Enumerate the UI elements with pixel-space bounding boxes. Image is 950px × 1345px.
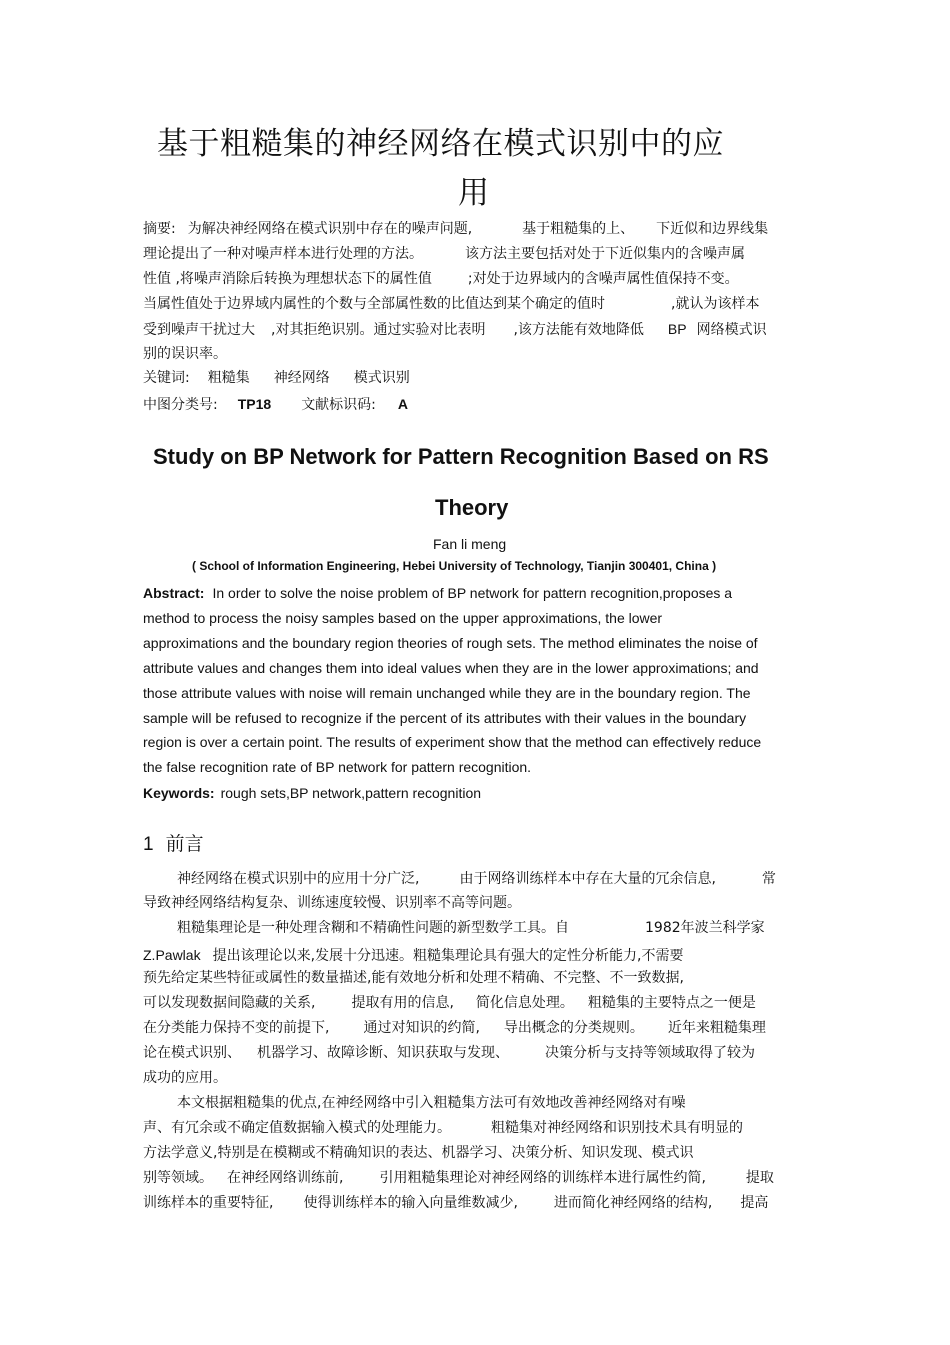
abstract-zh-line: 理论提出了一种对噪声样本进行处理的方法。 该方法主要包括对处于下近似集内的含噪声属 <box>143 246 745 262</box>
section-line: 别等领域。 在神经网络训练前, 引用粗糙集理论对神经网络的训练样本进行属性约简, 提取 <box>143 1170 774 1186</box>
section-line: 成功的应用。 <box>143 1070 227 1086</box>
abstract-en-line: the false recognition rate of BP network for pattern recognition. <box>143 759 532 775</box>
abstract-zh-line: 性值 ,将噪声消除后转换为理想状态下的属性值 ;对处于边界域内的含噪声属性值保持不变。 <box>143 271 739 287</box>
section-line: 在分类能力保持不变的前提下, 通过对知识的约简, 导出概念的分类规则。 近年来粗糙集理 <box>143 1020 766 1036</box>
abstract-zh-line: 别的误识率。 <box>143 346 227 362</box>
section-line: Z.Pawlak 提出该理论以来,发展十分迅速。粗糙集理论具有强大的定性分析能力,不需要 <box>143 947 684 964</box>
keywords-en <box>143 785 481 801</box>
class-label: 中图分类号: <box>143 397 218 413</box>
section-heading <box>143 829 204 856</box>
abstract-en-line: attribute values and changes them into ideal values when they are in the lower approximations; and <box>143 660 759 676</box>
title-zh-line1: 基于粗糙集的神经网络在模式识别中的应 <box>157 126 724 162</box>
doc-value: A <box>397 396 409 412</box>
doc-label: 文献标识码: <box>301 397 376 413</box>
abstract-en-line: approximations and the boundary region theories of rough sets. The method eliminates the noise of <box>143 635 758 651</box>
section-line: 预先给定某些特征或属性的数量描述,能有效地分析和处理不精确、不完整、不一致数据, <box>143 970 684 986</box>
keywords-zh <box>143 368 410 388</box>
section-line: 导致神经网络结构复杂、训练速度较慢、识别率不高等问题。 <box>143 895 521 911</box>
abstract-zh-line: 摘要: 为解决神经网络在模式识别中存在的噪声问题, 基于粗糙集的上、 下近似和边界线集 <box>143 221 769 237</box>
abstract-zh-line: 受到噪声干扰过大 ,对其拒绝识别。通过实验对比表明 ,该方法能有效地降低 BP 网络模式识 <box>143 321 767 338</box>
title-en-line1: Study on BP Network for Pattern Recognition Based on RS <box>153 444 769 469</box>
keyword-zh: 神经网络 <box>273 370 330 386</box>
title-zh-line2: 用 <box>458 175 490 211</box>
section-line: 可以发现数据间隐藏的关系, 提取有用的信息, 简化信息处理。 粗糙集的主要特点之一便是 <box>143 995 756 1011</box>
section-line: 方法学意义,特别是在模糊或不精确知识的表达、机器学习、决策分析、知识发现、模式识 <box>143 1145 694 1161</box>
abstract-en-label: Abstract: <box>143 585 205 601</box>
keywords-en-label: Keywords: <box>143 785 215 801</box>
keyword-zh: 模式识别 <box>353 370 410 386</box>
abstract-zh-line: 当属性值处于边界域内属性的个数与全部属性数的比值达到某个确定的值时 ,就认为该样本 <box>143 296 760 312</box>
title-en-line2: Theory <box>435 495 509 520</box>
author: Fan li meng <box>433 536 507 552</box>
classification-line <box>143 394 408 415</box>
section-number: 1 <box>143 834 154 855</box>
section-line: 训练样本的重要特征, 使得训练样本的输入向量维数减少, 进而简化神经网络的结构, 提高 <box>143 1195 769 1211</box>
abstract-en-line: those attribute values with noise will remain unchanged while they are in the boundary region. The <box>143 685 751 701</box>
section-line: 神经网络在模式识别中的应用十分广泛, 由于网络训练样本中存在大量的冗余信息, 常 <box>177 871 776 887</box>
abstract-en-line: region is over a certain point. The results of experiment show that the method can effectively reduce <box>143 734 762 750</box>
keywords-zh-label: 关键词: <box>143 370 190 386</box>
abstract-zh-label: 摘要: <box>143 221 176 237</box>
keyword-zh: 粗糙集 <box>207 370 250 386</box>
keywords-en-value: rough sets,BP network,pattern recognition <box>220 785 482 801</box>
class-value: TP18 <box>237 396 272 412</box>
section-line: 本文根据粗糙集的优点,在神经网络中引入粗糙集方法可有效地改善神经网络对有噪 <box>177 1095 686 1111</box>
section-line: 粗糙集理论是一种处理含糊和不精确性问题的新型数学工具。自 1982年波兰科学家 <box>177 920 765 936</box>
section-line: 论在模式识别、 机器学习、故障诊断、知识获取与发现、 决策分析与支持等领域取得了较为 <box>143 1045 755 1061</box>
affiliation: ( School of Information Engineering, Hebei University of Technology, Tianjin 300401, China ) <box>192 559 717 573</box>
section-title: 前言 <box>165 833 204 855</box>
abstract-en-line: sample will be refused to recognize if the percent of its attributes with their values in the boundary <box>143 710 747 726</box>
section-line: 声、有冗余或不确定值数据输入模式的处理能力。 粗糙集对神经网络和识别技术具有明显的 <box>143 1120 743 1136</box>
abstract-en-line: Abstract: In order to solve the noise problem of BP network for pattern recognition,proposes a <box>143 585 733 601</box>
abstract-en-line: method to process the noisy samples based on the upper approximations, the lower <box>143 610 663 626</box>
